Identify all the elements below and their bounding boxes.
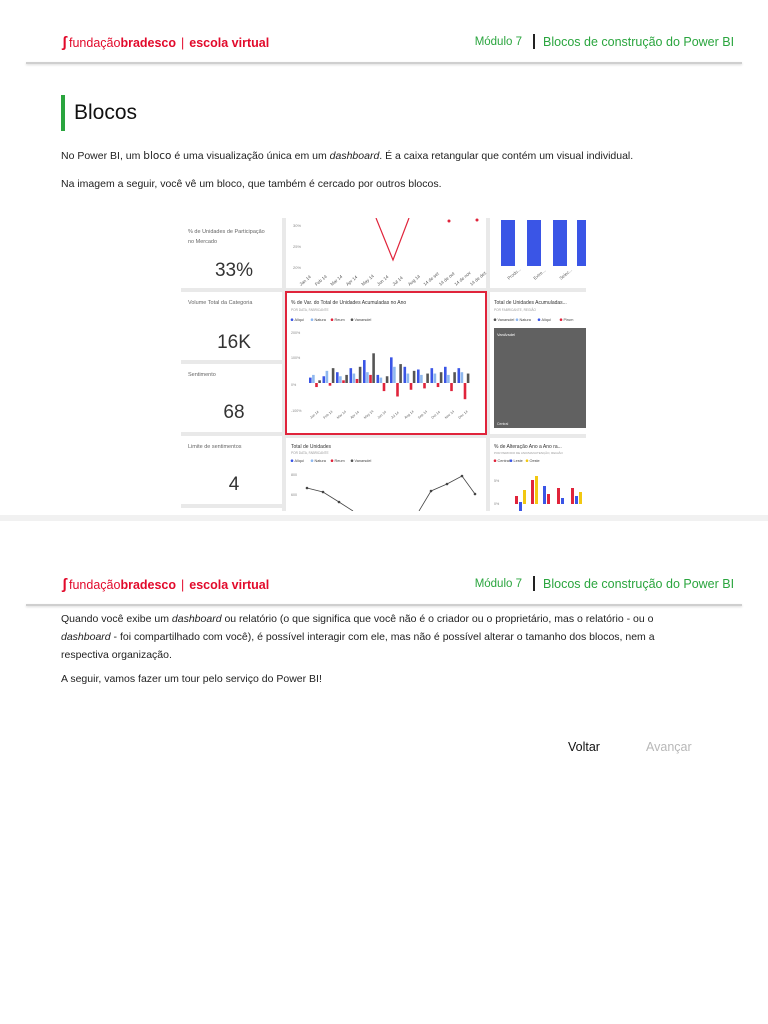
total-subtitle: POR DATA, FABRICANTE (291, 451, 329, 455)
var-bar (417, 370, 420, 384)
var-x-tick: Apr 14 (349, 410, 361, 420)
total-title: Total de Unidades (291, 444, 332, 450)
header-divider (533, 34, 535, 49)
var-bar (444, 367, 447, 383)
var-bar (356, 379, 359, 383)
legend-label: Central (497, 459, 510, 463)
kpi-sentiment-title: Sentimento (188, 372, 216, 378)
var-bar (329, 383, 332, 386)
var-bar (369, 375, 372, 383)
var-bar (383, 383, 386, 391)
legend-label: Vanarsdel (354, 318, 372, 322)
top-right-bar (553, 220, 567, 266)
top-x-tick: May 14 (360, 273, 375, 287)
var-bar (404, 367, 407, 383)
var-bar (318, 380, 321, 383)
var-bar (336, 372, 339, 383)
acum-title: Total de Unidades Acumuladas... (494, 300, 567, 306)
accumulated-units-chart (494, 300, 586, 428)
legend-marker (311, 459, 314, 462)
legend-label: Aliqui (294, 318, 304, 322)
acum-treemap-label: VanArsdel (497, 332, 516, 337)
total-y-tick: 600 (291, 493, 297, 497)
top-x-tick: 14 de nov (453, 270, 472, 287)
legend-marker (538, 318, 541, 321)
legend-label: Pirum (563, 318, 574, 322)
legend-marker (510, 459, 513, 462)
var-bar (413, 371, 416, 383)
var-bar (342, 380, 345, 383)
var-bar (461, 372, 464, 383)
kpi-volume-value: 16K (217, 332, 251, 353)
acum-subtitle: POR FABRICANTE, REGIÃO (494, 308, 536, 312)
section-heading (61, 95, 137, 131)
alt-subtitle: POR PERIODO DE ANO/MANUTENÇÃO, REGIÃO (494, 451, 563, 455)
var-bar (407, 374, 410, 383)
top-x-tick: 14 de dez (468, 270, 488, 287)
bradesco-tree-icon: ʃ (62, 34, 67, 51)
var-bar (377, 375, 380, 383)
top-x-tick: Jun 14 (375, 274, 390, 287)
paragraph-image-intro: Na imagem a seguir, você vê um bloco, que também é cercado por outros blocos. (61, 178, 442, 190)
top-line-point (448, 220, 451, 223)
paragraph-sharing: Quando você exibe um dashboard ou relatório (o que significa que você não é o criador ou o proprietário, mas o relatório - ou o dashboard - foi compartilhado com você), é possível interagir com ele, mas não é possível alterar o tamanho dos blocos, nem a respectiva organização. (61, 613, 655, 661)
acum-treemap-block (494, 328, 586, 428)
var-bar (366, 372, 369, 383)
var-bar (453, 372, 456, 383)
top-x-tick: Jul 14 (391, 275, 404, 287)
var-bar (410, 383, 413, 390)
legend-label: Reum (334, 459, 345, 463)
top-right-cat: Extre... (532, 267, 547, 281)
var-bar (420, 375, 423, 383)
heading-accent-bar (61, 95, 65, 131)
term-bloco: bloco (143, 150, 172, 162)
var-bar (350, 368, 353, 383)
var-bar (372, 353, 375, 383)
acum-treemap-footer: Central (497, 422, 509, 426)
module-label: Módulo 7 (474, 578, 522, 590)
top-x-tick: 14 de set (422, 271, 440, 287)
module-label: Módulo 7 (474, 36, 522, 48)
var-bar (393, 367, 396, 383)
var-y-tick: 0% (291, 383, 297, 387)
legend-marker (351, 318, 354, 321)
legend-marker (291, 318, 294, 321)
top-right-bar (501, 220, 515, 266)
legend-label: Reum (334, 318, 345, 322)
legend-label: Leste (513, 459, 523, 463)
var-x-tick: Mar 14 (336, 409, 347, 420)
term-dashboard: dashboard (329, 150, 380, 162)
legend-marker (560, 318, 563, 321)
logo-fundacao-text: fundação (69, 577, 121, 592)
var-x-tick: Aug 14 (403, 409, 415, 420)
bradesco-tree-icon: ʃ (62, 576, 67, 593)
var-bar (359, 367, 362, 383)
var-bar (332, 368, 335, 383)
alt-y-tick: 0% (494, 502, 500, 506)
var-bar (386, 376, 389, 383)
legend-marker (331, 459, 334, 462)
var-bar (323, 376, 326, 383)
legend-marker (311, 318, 314, 321)
logo-bradesco-text: bradesco (120, 577, 177, 592)
legend-label: Natura (314, 459, 326, 463)
top-x-tick: Jan 14 (298, 274, 312, 287)
course-title: Blocos de construção do Power BI (543, 577, 735, 591)
var-y-tick: 200% (291, 331, 301, 335)
top-right-cat: Selec... (558, 267, 574, 281)
var-bar (353, 374, 356, 383)
var-bar (440, 372, 443, 383)
top-line-point (476, 219, 479, 222)
top-x-tick: Aug 14 (406, 273, 422, 287)
kpi-share-title: % de Unidades de Participação (188, 229, 265, 235)
top-right-bar (527, 220, 541, 266)
header-divider (533, 576, 535, 591)
legend-label: Aliqui (541, 318, 551, 322)
legend-label: Vanarsdel (497, 318, 515, 322)
alt-legend (494, 459, 540, 463)
kpi-sentiment-value: 68 (223, 402, 245, 423)
var-bar (315, 383, 318, 387)
legend-marker (526, 459, 529, 462)
paragraph-intro: No Power BI, um bloco é uma visualização única em um dashboard. É a caixa retangular que contém um visual individual. (61, 150, 634, 162)
kpi-limit-value: 4 (228, 474, 240, 495)
kpi-share-title-2: no Mercado (188, 239, 218, 245)
var-bar (423, 383, 426, 388)
legend-marker (494, 318, 497, 321)
var-bar (390, 357, 393, 383)
top-right-bar (577, 220, 586, 266)
course-title: Blocos de construção do Power BI (543, 35, 735, 49)
top-x-tick: Feb 14 (313, 273, 328, 287)
var-chart-subtitle: POR DATA, FABRICANTE (291, 308, 329, 312)
var-bar (312, 375, 315, 383)
var-y-tick: 100% (291, 356, 301, 360)
logo-escola-virtual-text: escola virtual (189, 35, 270, 50)
logo-fundacao-text: fundação (69, 35, 121, 50)
top-x-tick: 14 de out (437, 270, 456, 287)
var-bar (450, 383, 453, 391)
var-bar (363, 360, 366, 383)
var-bar (396, 383, 399, 397)
header-rule (26, 604, 742, 606)
var-bar (399, 364, 402, 383)
var-x-tick: Oct 14 (430, 410, 442, 420)
alt-y-tick: 5% (494, 479, 500, 483)
var-bar (431, 368, 434, 383)
top-right-cat: Produ... (506, 266, 522, 281)
kpi-limit-title: Limite de sentimentos (188, 444, 242, 450)
var-x-tick: Jun 14 (376, 409, 388, 420)
logo-separator: | (181, 577, 185, 592)
var-x-tick: Feb 14 (322, 409, 334, 420)
var-bar (339, 376, 342, 383)
legend-marker (331, 318, 334, 321)
var-bar (458, 368, 461, 383)
legend-label: Natura (519, 318, 531, 322)
var-bar (309, 378, 312, 383)
header-rule (26, 62, 742, 64)
var-bar (326, 371, 329, 383)
var-bar (345, 375, 348, 383)
var-x-tick: Dec 14 (457, 409, 469, 420)
legend-label: Vanarsdel (354, 459, 372, 463)
top-x-tick: Mar 14 (329, 273, 344, 287)
logo-escola-virtual-text: escola virtual (189, 577, 270, 592)
var-bar (467, 374, 470, 383)
legend-marker (494, 459, 497, 462)
legend-marker (351, 459, 354, 462)
var-bar (437, 383, 440, 387)
var-x-tick: Sep 14 (417, 409, 429, 420)
kpi-share-value: 33% (214, 260, 254, 281)
fundacao-bradesco-logo (62, 35, 269, 50)
legend-label: Natura (314, 318, 326, 322)
var-x-tick: Nov 14 (444, 409, 456, 420)
var-bar (426, 374, 429, 383)
logo-separator: | (181, 35, 185, 50)
top-y-tick: 20% (293, 265, 302, 270)
var-y-tick: -100% (291, 409, 302, 413)
fundacao-bradesco-logo (62, 577, 269, 592)
total-y-tick: 800 (291, 473, 297, 477)
var-bar (380, 378, 383, 383)
page-break (0, 515, 768, 521)
var-bar (434, 374, 437, 383)
alt-title: % de Alteração Ano a Ano ra... (494, 444, 562, 450)
var-x-tick: Jan 14 (309, 409, 320, 420)
var-chart-title: % de Var. do Total de Unidades Acumuladas no Ano (291, 300, 407, 306)
var-bar (464, 383, 467, 399)
legend-label: Aliqui (294, 459, 304, 463)
legend-marker (516, 318, 519, 321)
dashboard-screenshot (181, 218, 586, 511)
paragraph-tour: A seguir, vamos fazer um tour pelo serviço do Power BI! (61, 673, 322, 685)
legend-label: Oeste (529, 459, 540, 463)
var-x-tick: Jul 14 (390, 410, 400, 420)
next-button[interactable]: Avançar (646, 740, 692, 754)
page-title: Blocos (74, 101, 138, 124)
page-header-continued (0, 568, 768, 606)
top-y-tick: 30% (293, 223, 302, 228)
var-bar (447, 375, 450, 383)
top-y-tick: 25% (293, 244, 302, 249)
kpi-volume-title: Volume Total da Categoria (188, 300, 253, 306)
legend-marker (291, 459, 294, 462)
var-x-tick: May 14 (363, 409, 375, 420)
page-header-top (0, 26, 768, 64)
top-x-tick: Apr 14 (344, 274, 359, 287)
back-button[interactable]: Voltar (568, 740, 600, 754)
logo-bradesco-text: bradesco (120, 35, 177, 50)
